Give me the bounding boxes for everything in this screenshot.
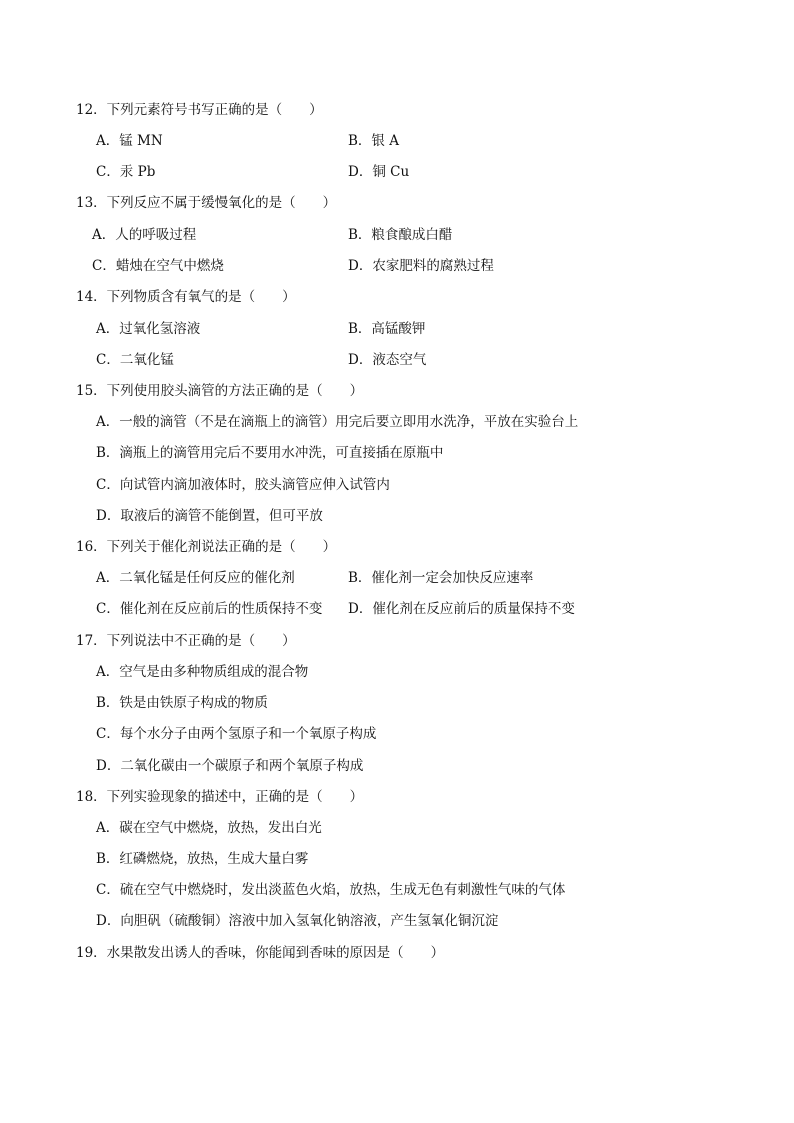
question-12-option-a: A．锰 MN: [96, 133, 163, 149]
question-17-option-c: C．每个水分子由两个氢原子和一个氧原子构成: [96, 726, 377, 742]
question-12-stem: 12．下列元素符号书写正确的是（ ）: [76, 102, 323, 118]
question-18-option-a: A．碳在空气中燃烧，放热，发出白光: [96, 820, 322, 836]
question-16-option-d: D．催化剂在反应前后的质量保持不变: [348, 601, 575, 617]
question-17-option-a: A．空气是由多种物质组成的混合物: [96, 664, 309, 680]
question-15-option-a: A．一般的滴管（不是在滴瓶上的滴管）用完后要立即用水洗净，平放在实验台上: [96, 414, 579, 430]
question-13-option-a: A．人的呼吸过程: [92, 227, 197, 243]
question-13-option-b: B．粮食酿成白醋: [348, 227, 453, 243]
question-16-stem: 16．下列关于催化剂说法正确的是（ ）: [76, 539, 337, 555]
question-17-option-d: D．二氧化碳由一个碳原子和两个氧原子构成: [96, 758, 364, 774]
question-15-stem: 15．下列使用胶头滴管的方法正确的是（ ）: [76, 383, 364, 399]
question-16-option-c: C．催化剂在反应前后的性质保持不变: [96, 601, 323, 617]
question-18-option-c: C．硫在空气中燃烧时，发出淡蓝色火焰，放热，生成无色有刺激性气味的气体: [96, 882, 566, 898]
question-16-option-a: A．二氧化锰是任何反应的催化剂: [96, 570, 295, 586]
question-17-option-b: B．铁是由铁原子构成的物质: [96, 695, 268, 711]
question-16-option-b: B．催化剂一定会加快反应速率: [348, 570, 534, 586]
question-14-option-a: A．过氧化氢溶液: [96, 321, 201, 337]
question-15-option-c: C．向试管内滴加液体时，胶头滴管应伸入试管内: [96, 477, 390, 493]
question-14-option-c: C．二氧化锰: [96, 352, 174, 368]
question-19-stem: 19．水果散发出诱人的香味，你能闻到香味的原因是（ ）: [76, 945, 445, 961]
question-18-option-b: B．红磷燃烧，放热，生成大量白雾: [96, 851, 309, 867]
question-15-option-d: D．取液后的滴管不能倒置，但可平放: [96, 508, 323, 524]
question-13-option-d: D．农家肥料的腐熟过程: [348, 258, 494, 274]
question-18-stem: 18．下列实验现象的描述中，正确的是（ ）: [76, 789, 364, 805]
question-18-option-d: D．向胆矾（硫酸铜）溶液中加入氢氧化钠溶液，产生氢氧化铜沉淀: [96, 913, 499, 929]
question-12-option-c: C．汞 Pb: [96, 164, 156, 180]
question-14-stem: 14．下列物质含有氧气的是（ ）: [76, 289, 296, 305]
question-14-option-d: D．液态空气: [348, 352, 427, 368]
question-12-option-d: D．铜 Cu: [348, 164, 410, 180]
question-17-stem: 17．下列说法中不正确的是（ ）: [76, 633, 296, 649]
question-13-option-c: C．蜡烛在空气中燃烧: [92, 258, 224, 274]
question-14-option-b: B．高锰酸钾: [348, 321, 426, 337]
question-13-stem: 13．下列反应不属于缓慢氧化的是（ ）: [76, 195, 337, 211]
question-12-option-b: B．银 A: [348, 133, 399, 149]
question-15-option-b: B．滴瓶上的滴管用完后不要用水冲洗，可直接插在原瓶中: [96, 445, 444, 461]
